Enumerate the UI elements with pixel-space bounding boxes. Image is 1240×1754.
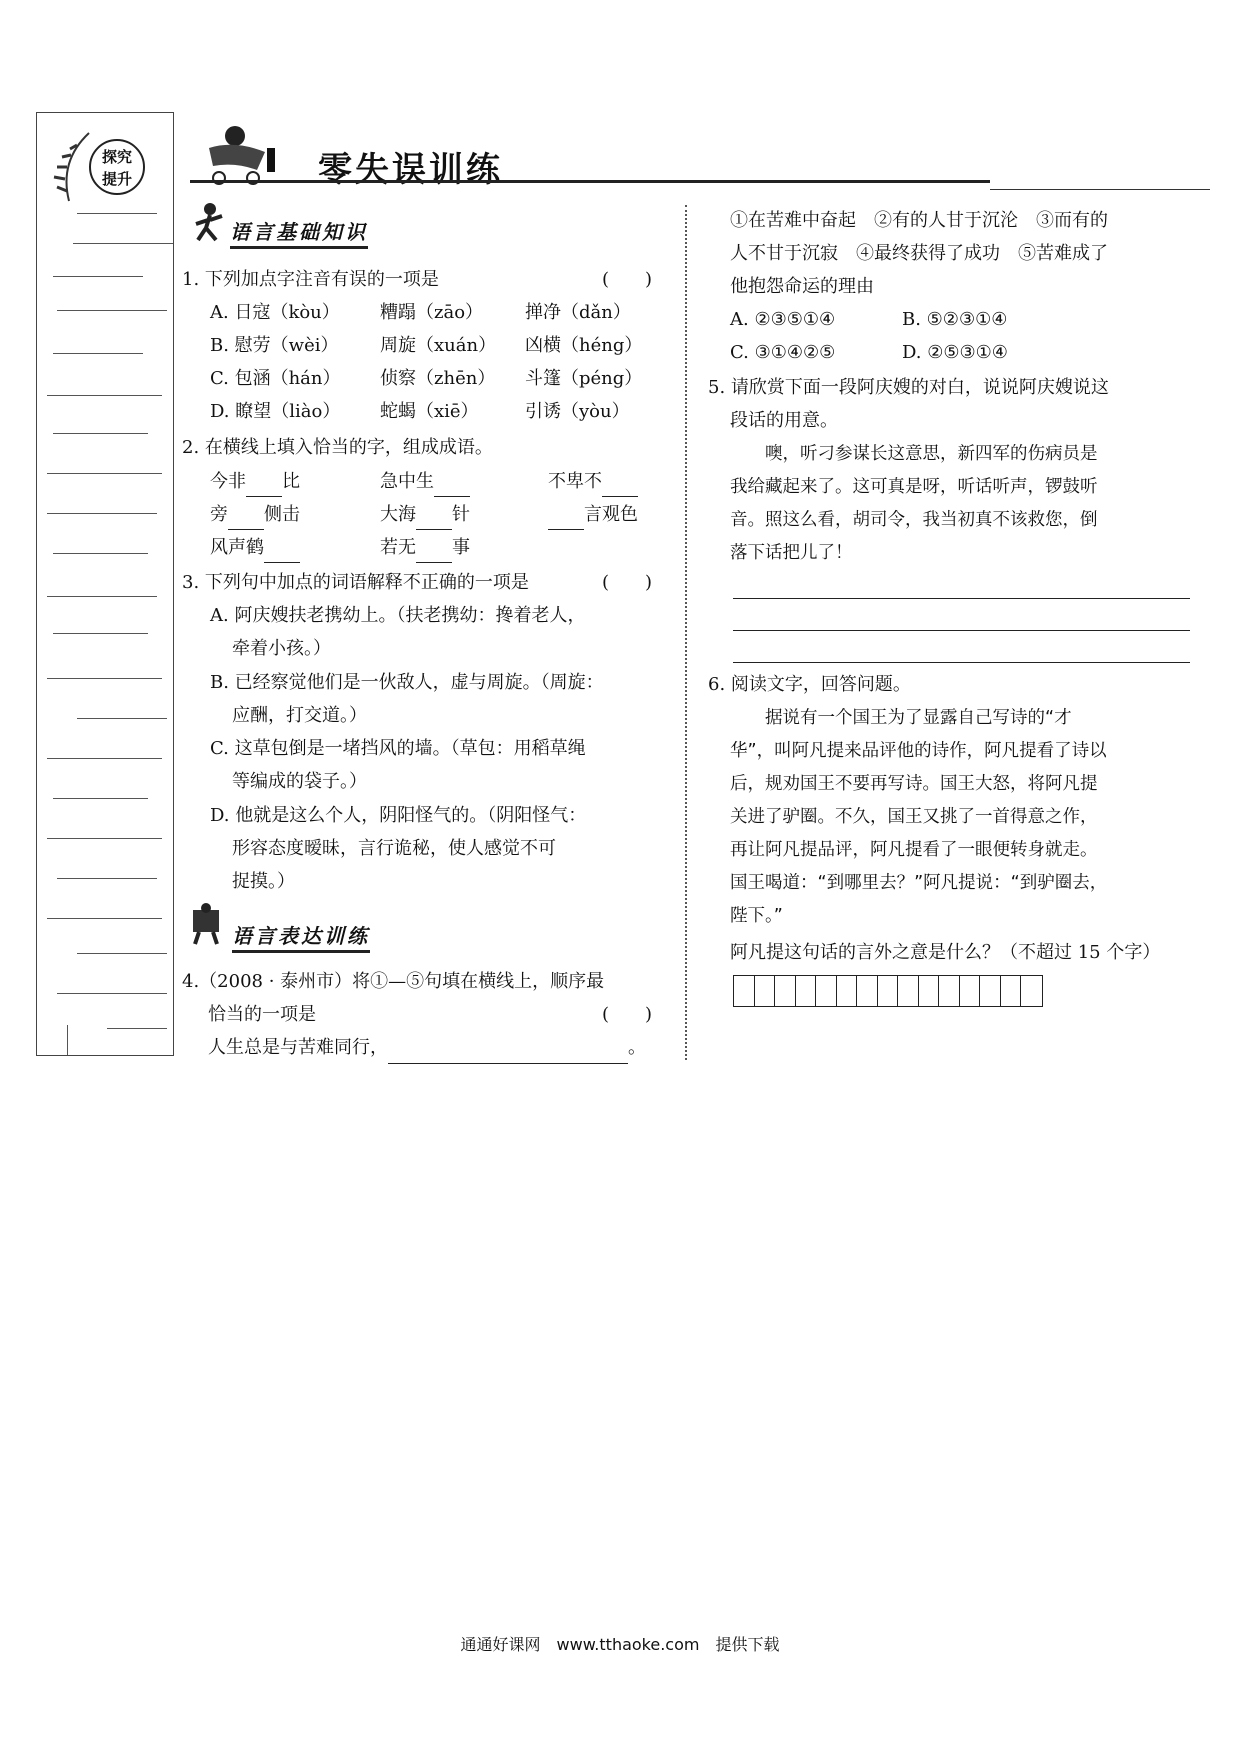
header-rule-thin — [990, 189, 1210, 190]
sidebar-badge — [49, 121, 159, 209]
q1-option-d-1: D. 瞭望（liào） — [210, 401, 341, 422]
runner-icon — [188, 200, 232, 244]
q1-option-b-1: B. 慰劳（wèi） — [210, 335, 339, 356]
q5-answer-line[interactable] — [733, 630, 1190, 631]
answer-cell[interactable] — [816, 976, 837, 1006]
q3-option-b: B. 已经察觉他们是一伙敌人，虚与周旋。（周旋： — [210, 672, 604, 693]
q6-passage-line-3: 后，规劝国王不要再写诗。国王大怒，将阿凡提 — [730, 774, 1098, 794]
q2-idiom-1: 今非 比 — [210, 467, 300, 497]
q4-sentence-2: 人不甘于沉寂 ④最终获得了成功 ⑤苦难成了 — [730, 243, 1108, 264]
reading-mascot-icon — [195, 118, 275, 188]
footer-credit: 通通好课网 www.tthaoke.com 提供下载 — [460, 1635, 780, 1654]
q5-stem-cont: 段话的用意。 — [730, 410, 838, 431]
q2-blank[interactable] — [602, 474, 638, 497]
q2-idiom-6: 言观色 — [548, 500, 638, 530]
q2-blank[interactable] — [228, 507, 264, 530]
answer-cell[interactable] — [755, 976, 776, 1006]
q6-passage-line-2: 华”，叫阿凡提来品评他的诗作，阿凡提看了诗以 — [730, 741, 1107, 761]
answer-cell[interactable] — [1021, 976, 1042, 1006]
q1-option-b-3: 凶横（héng） — [525, 335, 643, 356]
q3-option-a: A. 阿庆嫂扶老携幼上。（扶老携幼：搀着老人， — [210, 605, 586, 626]
q4-option-a: A. ②③⑤①④ — [730, 309, 836, 330]
q6-passage-line-1: 据说有一个国王为了显露自己写诗的“才 — [765, 708, 1072, 728]
q6-passage-line-5: 再让阿凡提品评，阿凡提看了一眼便转身就走。 — [730, 840, 1098, 860]
q5-passage-line-1: 噢，听刁参谋长这意思，新四军的伤病员是 — [765, 444, 1098, 464]
answer-cell[interactable] — [775, 976, 796, 1006]
q5-answer-line[interactable] — [733, 662, 1190, 663]
page-title: 零失误训练 — [318, 150, 503, 190]
q6-answer-grid[interactable] — [733, 975, 1043, 1007]
q1-option-c-3: 斗篷（péng） — [525, 368, 643, 389]
q1-option-d-3: 引诱（yòu） — [525, 401, 630, 422]
q4-answer-blank[interactable] — [388, 1041, 628, 1064]
q6-passage-line-7: 陛下。” — [730, 906, 783, 926]
q1-option-b-2: 周旋（xuán） — [380, 335, 497, 356]
answer-cell[interactable] — [1001, 976, 1022, 1006]
q3-option-d-cont: 形容态度暧昧，言行诡秘，使人感觉不可 — [232, 838, 556, 859]
sidebar — [36, 112, 174, 1056]
answer-cell[interactable] — [878, 976, 899, 1006]
header-rule — [190, 180, 990, 183]
q6-passage-line-4: 关进了驴圈。不久，国王又挑了一首得意之作， — [730, 807, 1098, 827]
q1-option-d-2: 蛇蝎（xiē） — [380, 401, 479, 422]
section-heading-basic: 语言基础知识 — [230, 216, 368, 245]
q1-option-c-1: C. 包涵（hán） — [210, 368, 341, 389]
q2-blank[interactable] — [264, 540, 300, 563]
answer-cell[interactable] — [796, 976, 817, 1006]
q4-stem-cont: 恰当的一项是 — [208, 1004, 316, 1025]
q1-option-a-3: 掸净（dǎn） — [525, 302, 631, 323]
section-heading-expression: 语言表达训练 — [232, 920, 370, 949]
q5-passage-line-4: 落下话把儿了！ — [730, 543, 853, 563]
q4-sentence-3: 他抱怨命运的理由 — [730, 276, 874, 297]
q2-idiom-3: 不卑不 — [548, 467, 638, 497]
q6-question: 阿凡提这句话的言外之意是什么？（不超过 15 个字） — [730, 942, 1161, 963]
q2-blank[interactable] — [434, 474, 470, 497]
q1-option-a-2: 糟蹋（zāo） — [380, 302, 484, 323]
answer-cell[interactable] — [857, 976, 878, 1006]
q3-option-d: D. 他就是这么个人，阴阳怪气的。（阴阳怪气： — [210, 805, 587, 826]
q1-option-c-2: 侦察（zhēn） — [380, 368, 496, 389]
q2-blank[interactable] — [416, 507, 452, 530]
q4-option-d: D. ②⑤③①④ — [902, 342, 1008, 363]
q1-stem: 1. 下列加点字注音有误的一项是 — [182, 269, 439, 290]
q4-option-b: B. ⑤②③①④ — [902, 309, 1008, 330]
q3-stem: 3. 下列句中加点的词语解释不正确的一项是 — [182, 572, 529, 593]
q4-answer-paren[interactable]: ( ) — [602, 1004, 653, 1025]
answer-cell[interactable] — [734, 976, 755, 1006]
q2-blank[interactable] — [416, 540, 452, 563]
q5-passage-line-3: 音。照这么看，胡司令，我当初真不该救您，倒 — [730, 510, 1098, 530]
answer-cell[interactable] — [960, 976, 981, 1006]
reader-icon — [185, 902, 229, 946]
q4-stem: 4.（2008 · 泰州市）将①—⑤句填在横线上，顺序最 — [182, 971, 605, 992]
q1-option-a-1: A. 日寇（kòu） — [210, 302, 340, 323]
column-divider — [685, 205, 687, 1060]
q2-blank[interactable] — [246, 474, 282, 497]
q3-option-c: C. 这草包倒是一堵挡风的墙。（草包：用稻草绳 — [210, 738, 586, 759]
answer-cell[interactable] — [837, 976, 858, 1006]
q6-passage-line-6: 国王喝道：“到哪里去？”阿凡提说：“到驴圈去， — [730, 873, 1108, 893]
q2-idiom-4: 旁 侧击 — [210, 500, 300, 530]
q4-sentence-1: ①在苦难中奋起 ②有的人甘于沉沦 ③而有的 — [730, 210, 1108, 231]
q3-answer-paren[interactable]: ( ) — [602, 572, 653, 593]
q4-prompt-sentence: 人生总是与苦难同行， 。 — [208, 1032, 646, 1064]
q2-stem: 2. 在横线上填入恰当的字，组成成语。 — [182, 437, 493, 458]
q1-answer-paren[interactable]: ( ) — [602, 269, 653, 290]
sidebar-badge-label: 探究 提升 — [89, 139, 145, 195]
q3-option-c-cont: 等编成的袋子。） — [232, 771, 367, 792]
q2-idiom-7: 风声鹤 — [210, 533, 300, 563]
answer-cell[interactable] — [919, 976, 940, 1006]
q4-option-c: C. ③①④②⑤ — [730, 342, 836, 363]
answer-cell[interactable] — [980, 976, 1001, 1006]
q5-passage-line-2: 我给藏起来了。这可真是呀，听话听声，锣鼓听 — [730, 477, 1098, 497]
q2-idiom-5: 大海 针 — [380, 500, 470, 530]
q6-stem: 6. 阅读文字，回答问题。 — [708, 674, 911, 695]
answer-cell[interactable] — [939, 976, 960, 1006]
q5-answer-line[interactable] — [733, 598, 1190, 599]
q5-stem: 5. 请欣赏下面一段阿庆嫂的对白，说说阿庆嫂说这 — [708, 377, 1109, 398]
q2-idiom-8: 若无 事 — [380, 533, 470, 563]
answer-cell[interactable] — [898, 976, 919, 1006]
q2-blank[interactable] — [548, 507, 584, 530]
q3-option-d-cont2: 捉摸。） — [232, 871, 295, 892]
q2-idiom-2: 急中生 — [380, 467, 470, 497]
q3-option-b-cont: 应酬，打交道。） — [232, 705, 367, 726]
q3-option-a-cont: 牵着小孩。） — [232, 638, 331, 659]
